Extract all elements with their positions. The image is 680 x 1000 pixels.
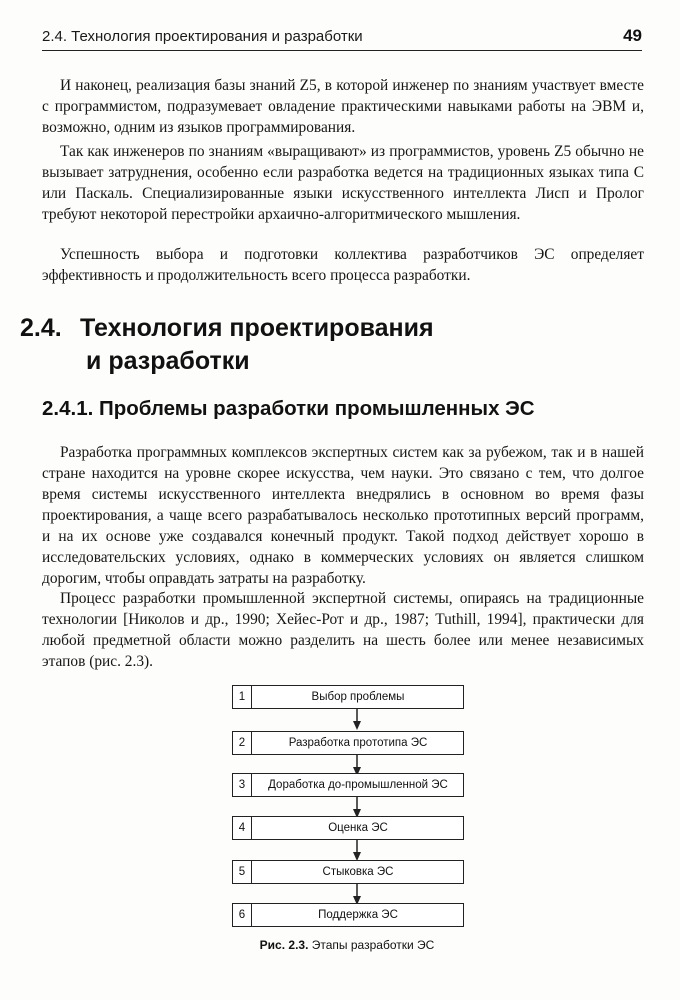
section-number: 2.4. (20, 314, 62, 342)
section-heading (20, 312, 660, 378)
flow-step-label: Стыковка ЭС (322, 866, 394, 878)
paragraph-body-1: Разработка программных комплексов экспертных систем как за рубежом, так и в нашей стране находится на уровне скорее искусства, чем науки. Это связано с тем, что долгое время системы искусственного интеллекта внедрялись в основном во время фазы проектирования, а чаще всего разрабатывалось несколько прототипных версий программ, и на их основе уже создавался конечный продукт. Такой подход действует хорошо в исследовательских условиях, однако в коммерческих условиях он является слишком дорогим, чтобы оправдать затраты на разработку. (42, 444, 644, 587)
figure-caption (232, 938, 462, 952)
paragraph-intro-1: И наконец, реализация базы знаний Z5, в которой инженер по знаниям участвует вместе с программистом, подразумевает овладение практическими навыками работы на ЭВМ и, возможно, одним из языков программирования. (42, 77, 644, 136)
running-header (42, 26, 642, 51)
flow-step-number: 5 (233, 861, 252, 883)
flow-step (232, 860, 464, 884)
page-number: 49 (623, 26, 642, 45)
section-title-line2: и разработки (86, 347, 250, 375)
paragraph-body-2: Процесс разработки промышленной экспертной системы, опираясь на традиционные технологии [Николов и др., 1990; Хейес-Рот и др., 1987; Tuthill, 1994], практически для любой предметной области можно разделить на шесть более или менее независимых этапов (рис. 2.3). (42, 590, 644, 670)
flow-step-number: 2 (233, 732, 252, 754)
flow-step (232, 731, 464, 755)
flow-step (232, 816, 464, 840)
flow-step-label: Выбор проблемы (311, 691, 405, 703)
running-header-title: 2.4. Технология проектирования и разработки (42, 28, 363, 45)
subsection-heading: 2.4.1. Проблемы разработки промышленных ЭС (42, 397, 535, 420)
flow-step (232, 903, 464, 927)
flow-step-label: Оценка ЭС (328, 822, 388, 834)
flow-step-label: Поддержка ЭС (318, 909, 398, 921)
paragraph-intro-3: Успешность выбора и подготовки коллектива разработчиков ЭС определяет эффективность и продолжительность всего процесса разработки. (42, 246, 644, 284)
down-arrow-icon (352, 797, 362, 818)
flow-step-label: Доработка до-промышленной ЭС (268, 779, 448, 791)
flow-step-number: 1 (233, 686, 252, 708)
flow-step-label: Разработка прототипа ЭС (288, 737, 428, 749)
down-arrow-icon (352, 709, 362, 730)
figure-caption-label: Рис. 2.3. (259, 938, 309, 952)
figure-caption-text: Этапы разработки ЭС (311, 938, 435, 952)
flow-step (232, 773, 464, 797)
flow-step-number: 4 (233, 817, 252, 839)
down-arrow-icon (352, 884, 362, 905)
flow-step-number: 3 (233, 774, 252, 796)
paragraph-intro-2: Так как инженеров по знаниям «выращивают» из программистов, уровень Z5 обычно не вызывает затруднения, особенно если разработка ведется на традиционных языках типа С или Паскаль. Специализированные языки искусственного интеллекта Лисп и Пролог требуют некоторой перестройки архаично-алгоритмического мышления. (42, 143, 644, 223)
section-title-line1: Технология проектирования (80, 314, 434, 342)
flow-step (232, 685, 464, 709)
flow-step-number: 6 (233, 904, 252, 926)
down-arrow-icon (352, 840, 362, 861)
